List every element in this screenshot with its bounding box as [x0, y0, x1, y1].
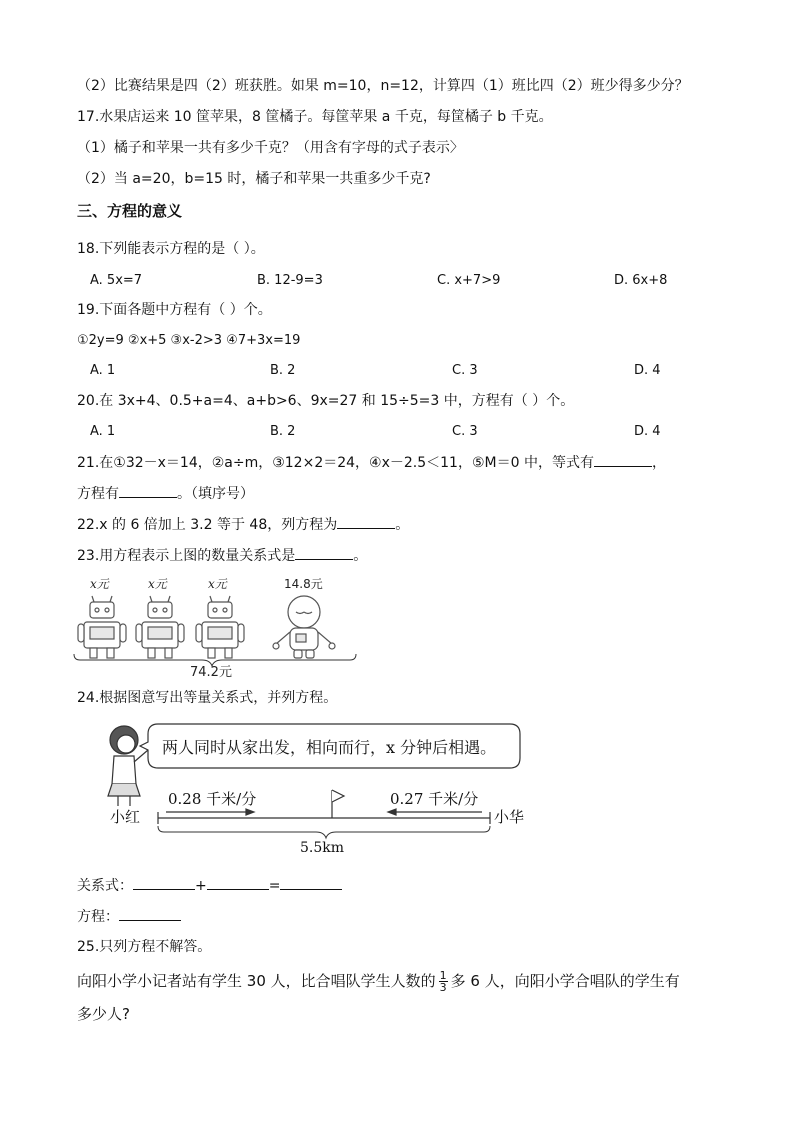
robot-icons [78, 596, 335, 658]
left-speed: 0.28 千米/分 [168, 790, 257, 808]
astronaut-icon [273, 596, 335, 658]
q23-end: 。 [353, 548, 368, 564]
robot-3-icon [196, 596, 244, 658]
q20-option-b: B. 2 [270, 424, 296, 439]
q21-text: 21.在①32－x＝14，②a÷m，③12×2＝24，④x－2.5＜11，⑤M＝0 中，等式有 [77, 455, 594, 471]
q18-stem: 18.下列能表示方程的是（ ）。 [77, 241, 265, 257]
relation-plus: + [195, 878, 207, 894]
girl-icon [108, 726, 148, 806]
robot-2-icon [136, 596, 184, 658]
q22 [77, 514, 409, 535]
speech-text: 两人同时从家出发，相向而行，x 分钟后相遇。 [162, 738, 497, 757]
equation-label: 方程： [77, 909, 119, 925]
q19-option-a: A. 1 [90, 363, 116, 378]
equation-blank[interactable] [119, 906, 181, 921]
q24-stem: 24.根据图意写出等量关系式，并列方程。 [77, 690, 338, 706]
robot-2-price: x元 [148, 577, 167, 591]
relation-equals: = [268, 878, 281, 894]
q25-stem: 25.只列方程不解答。 [77, 939, 212, 955]
robot-1-icon [78, 596, 126, 658]
relation-blank-2[interactable] [207, 875, 269, 890]
q19-option-c: C. 3 [452, 363, 478, 378]
q19-option-d: D. 4 [634, 363, 661, 378]
robot-1-price: x元 [90, 577, 109, 591]
q22-text: 22.x 的 6 倍加上 3.2 等于 48，列方程为 [77, 517, 338, 533]
q20-stem: 20.在 3x+4、0.5+a=4、a+b>6、9x=27 和 15÷5=3 中，方程有（ ）个。 [77, 393, 575, 409]
q21-equation-label: 方程有 [77, 486, 119, 502]
q21-note: 。（填序号） [177, 486, 254, 502]
q21-line1 [77, 452, 666, 473]
q23-blank[interactable] [295, 545, 353, 560]
relation-line [77, 875, 342, 896]
q20-option-a: A. 1 [90, 424, 116, 439]
q21-fangcheng-blank[interactable] [119, 483, 177, 498]
left-name: 小红 [110, 808, 141, 826]
q25-text-a: 向阳小学小记者站有学生 30 人，比合唱队学生人数的 [77, 972, 436, 990]
flag-icon [332, 790, 344, 818]
q25-text-line1 [77, 970, 680, 993]
q20-option-c: C. 3 [452, 424, 478, 439]
q25-text-line2: 多少人? [77, 1005, 130, 1023]
q18-option-c: C. x+7>9 [437, 273, 501, 288]
q21-equation-blank[interactable] [594, 452, 652, 467]
distance-brace [158, 826, 490, 838]
relation-blank-1[interactable] [133, 875, 195, 890]
q19-option-b: B. 2 [270, 363, 296, 378]
q17-stem: 17.水果店运来 10 筐苹果，8 筐橘子。每筐苹果 a 千克，每筐橘子 b 千克。 [77, 109, 553, 125]
q16-part2: （2）比赛结果是四（2）班获胜。如果 m=10，n=12，计算四（1）班比四（2）班少得多少分？ [77, 78, 689, 94]
q18-option-d: D. 6x+8 [614, 273, 668, 288]
distance-label: 5.5km [300, 840, 345, 856]
q20-option-d: D. 4 [634, 424, 661, 439]
q23-text: 23.用方程表示上图的数量关系式是 [77, 548, 296, 564]
section-heading: 三、方程的意义 [77, 202, 183, 220]
right-speed: 0.27 千米/分 [390, 790, 479, 808]
robot-3-price: x元 [208, 577, 227, 591]
q21-comma: ， [651, 455, 666, 471]
fraction-denominator: 3 [439, 981, 447, 994]
q23 [77, 545, 367, 566]
q18-option-b: B. 12-9=3 [257, 273, 323, 288]
q22-end: 。 [395, 517, 410, 533]
astronaut-price: 14.8元 [284, 577, 323, 591]
q19-items: ①2y=9 ②x+5 ③x-2>3 ④7+3x=19 [77, 333, 301, 348]
right-name: 小华 [494, 808, 525, 826]
q24-figure [96, 720, 536, 860]
q23-figure [72, 572, 362, 680]
equation-line [77, 906, 181, 927]
q17-part1: （1）橘子和苹果一共有多少千克？（用含有字母的式子表示〉 [77, 140, 464, 156]
q21-line2 [77, 483, 254, 504]
relation-blank-3[interactable] [280, 875, 342, 890]
q22-blank[interactable] [337, 514, 395, 529]
relation-label: 关系式： [77, 878, 133, 894]
q18-option-a: A. 5x=7 [90, 273, 143, 288]
q25-text-b: 多 6 人，向阳小学合唱队的学生有 [450, 972, 680, 990]
one-third-fraction [439, 970, 448, 993]
q19-stem: 19.下面各题中方程有（ ）个。 [77, 302, 272, 318]
q17-part2: （2）当 a=20，b=15 时，橘子和苹果一共重多少千克? [77, 171, 431, 187]
fraction-numerator: 1 [439, 969, 447, 982]
total-price: 74.2元 [190, 665, 232, 680]
